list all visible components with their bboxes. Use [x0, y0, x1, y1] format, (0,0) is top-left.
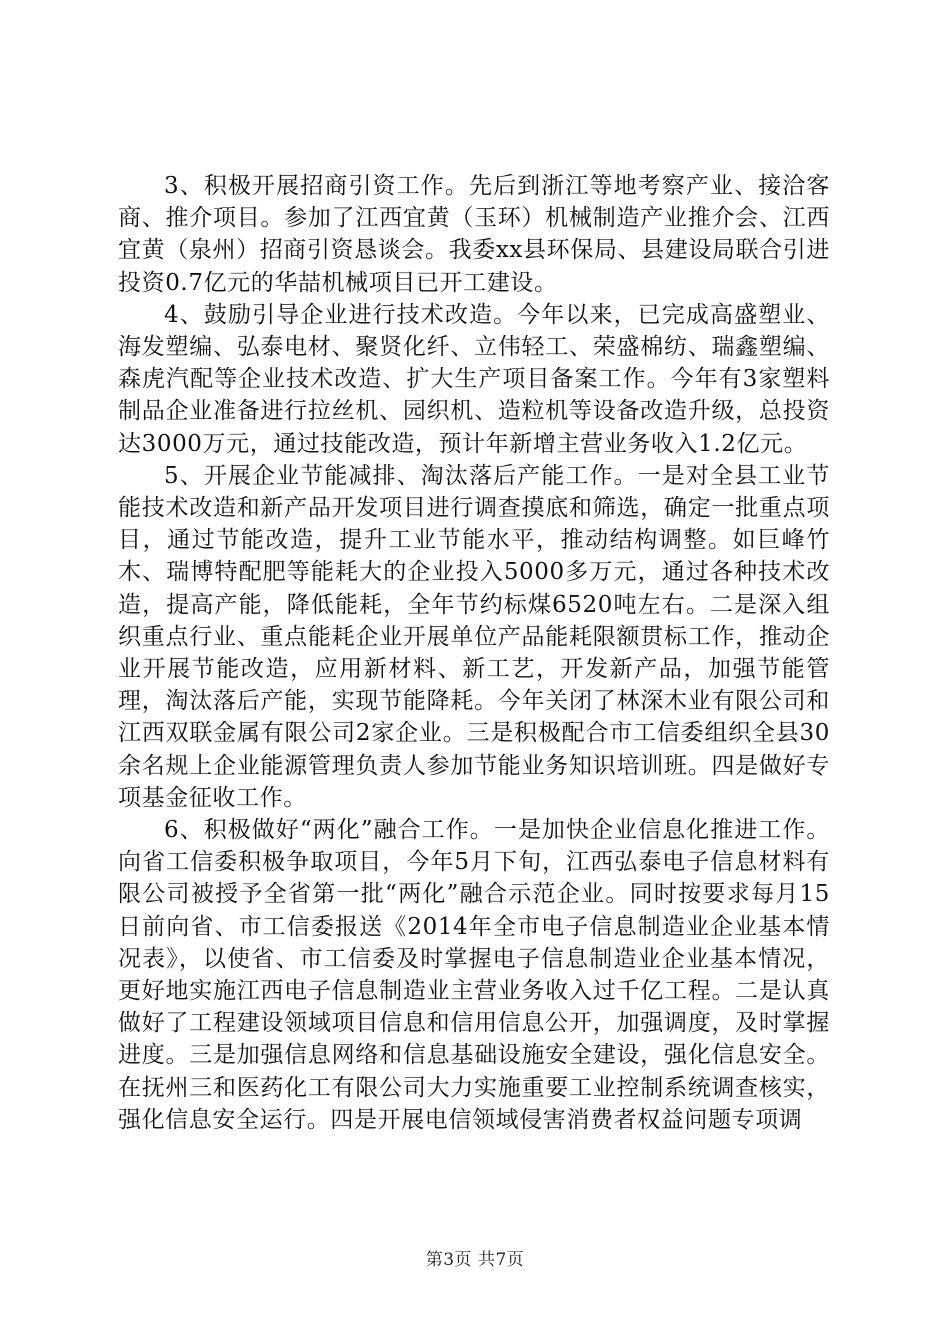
document-body: [118, 170, 830, 1136]
paragraph-item-5: 5、开展企业节能减排、淘汰落后产能工作。一是对全县工业节能技术改造和新产品开发项目进行调查摸底和筛选，确定一批重点项目，通过节能改造，提升工业节能水平，推动结构调整。如巨峰竹木、瑞博特配肥等能耗大的企业投入5000多万元，通过各种技术改造，提高产能，降低能耗，全年节约标煤6520吨左右。二是深入组织重点行业、重点能耗企业开展单位产品能耗限额贯标工作，推动企业开展节能改造，应用新材料、新工艺，开发新产品，加强节能管理，淘汰落后产能，实现节能降耗。今年关闭了林深木业有限公司和江西双联金属有限公司2家企业。三是积极配合市工信委组织全县30余名规上企业能源管理负责人参加节能业务知识培训班。四是做好专项基金征收工作。: [118, 462, 830, 811]
paragraph-item-4: 4、鼓励引导企业进行技术改造。今年以来，已完成高盛塑业、海发塑编、弘泰电材、聚贤化纤、立伟轻工、荣盛棉纺、瑞鑫塑编、森虎汽配等企业技术改造、扩大生产项目备案工作。今年有3家塑料制品企业准备进行拉丝机、园织机、造粒机等设备改造升级，总投资达3000万元，通过技能改造，预计年新增主营业务收入1.2亿元。: [118, 301, 830, 457]
page-number-footer: 第3页 共7页: [425, 1250, 525, 1270]
paragraph-item-3: 3、积极开展招商引资工作。先后到浙江等地考察产业、接洽客商、推介项目。参加了江西宜黄（玉环）机械制造产业推介会、江西宜黄（泉州）招商引资恳谈会。我委xx县环保局、县建设局联合引进投资0.7亿元的华喆机械项目已开工建设。: [118, 173, 830, 296]
paragraph-item-6: 6、积极做好“两化”融合工作。一是加快企业信息化推进工作。向省工信委积极争取项目，今年5月下旬，江西弘泰电子信息材料有限公司被授予全省第一批“两化”融合示范企业。同时按要求每月15日前向省、市工信委报送《2014年全市电子信息制造业企业基本情况表》，以使省、市工信委及时掌握电子信息制造业企业基本情况，更好地实施江西电子信息制造业主营业务收入过千亿工程。二是认真做好了工程建设领域项目信息和信用信息公开，加强调度，及时掌握进度。三是加强信息网络和信息基础设施安全建设，强化信息安全。在抚州三和医药化工有限公司大力实施重要工业控制系统调查核实，强化信息安全运行。四是开展电信领域侵害消费者权益问题专项调: [118, 817, 830, 1133]
